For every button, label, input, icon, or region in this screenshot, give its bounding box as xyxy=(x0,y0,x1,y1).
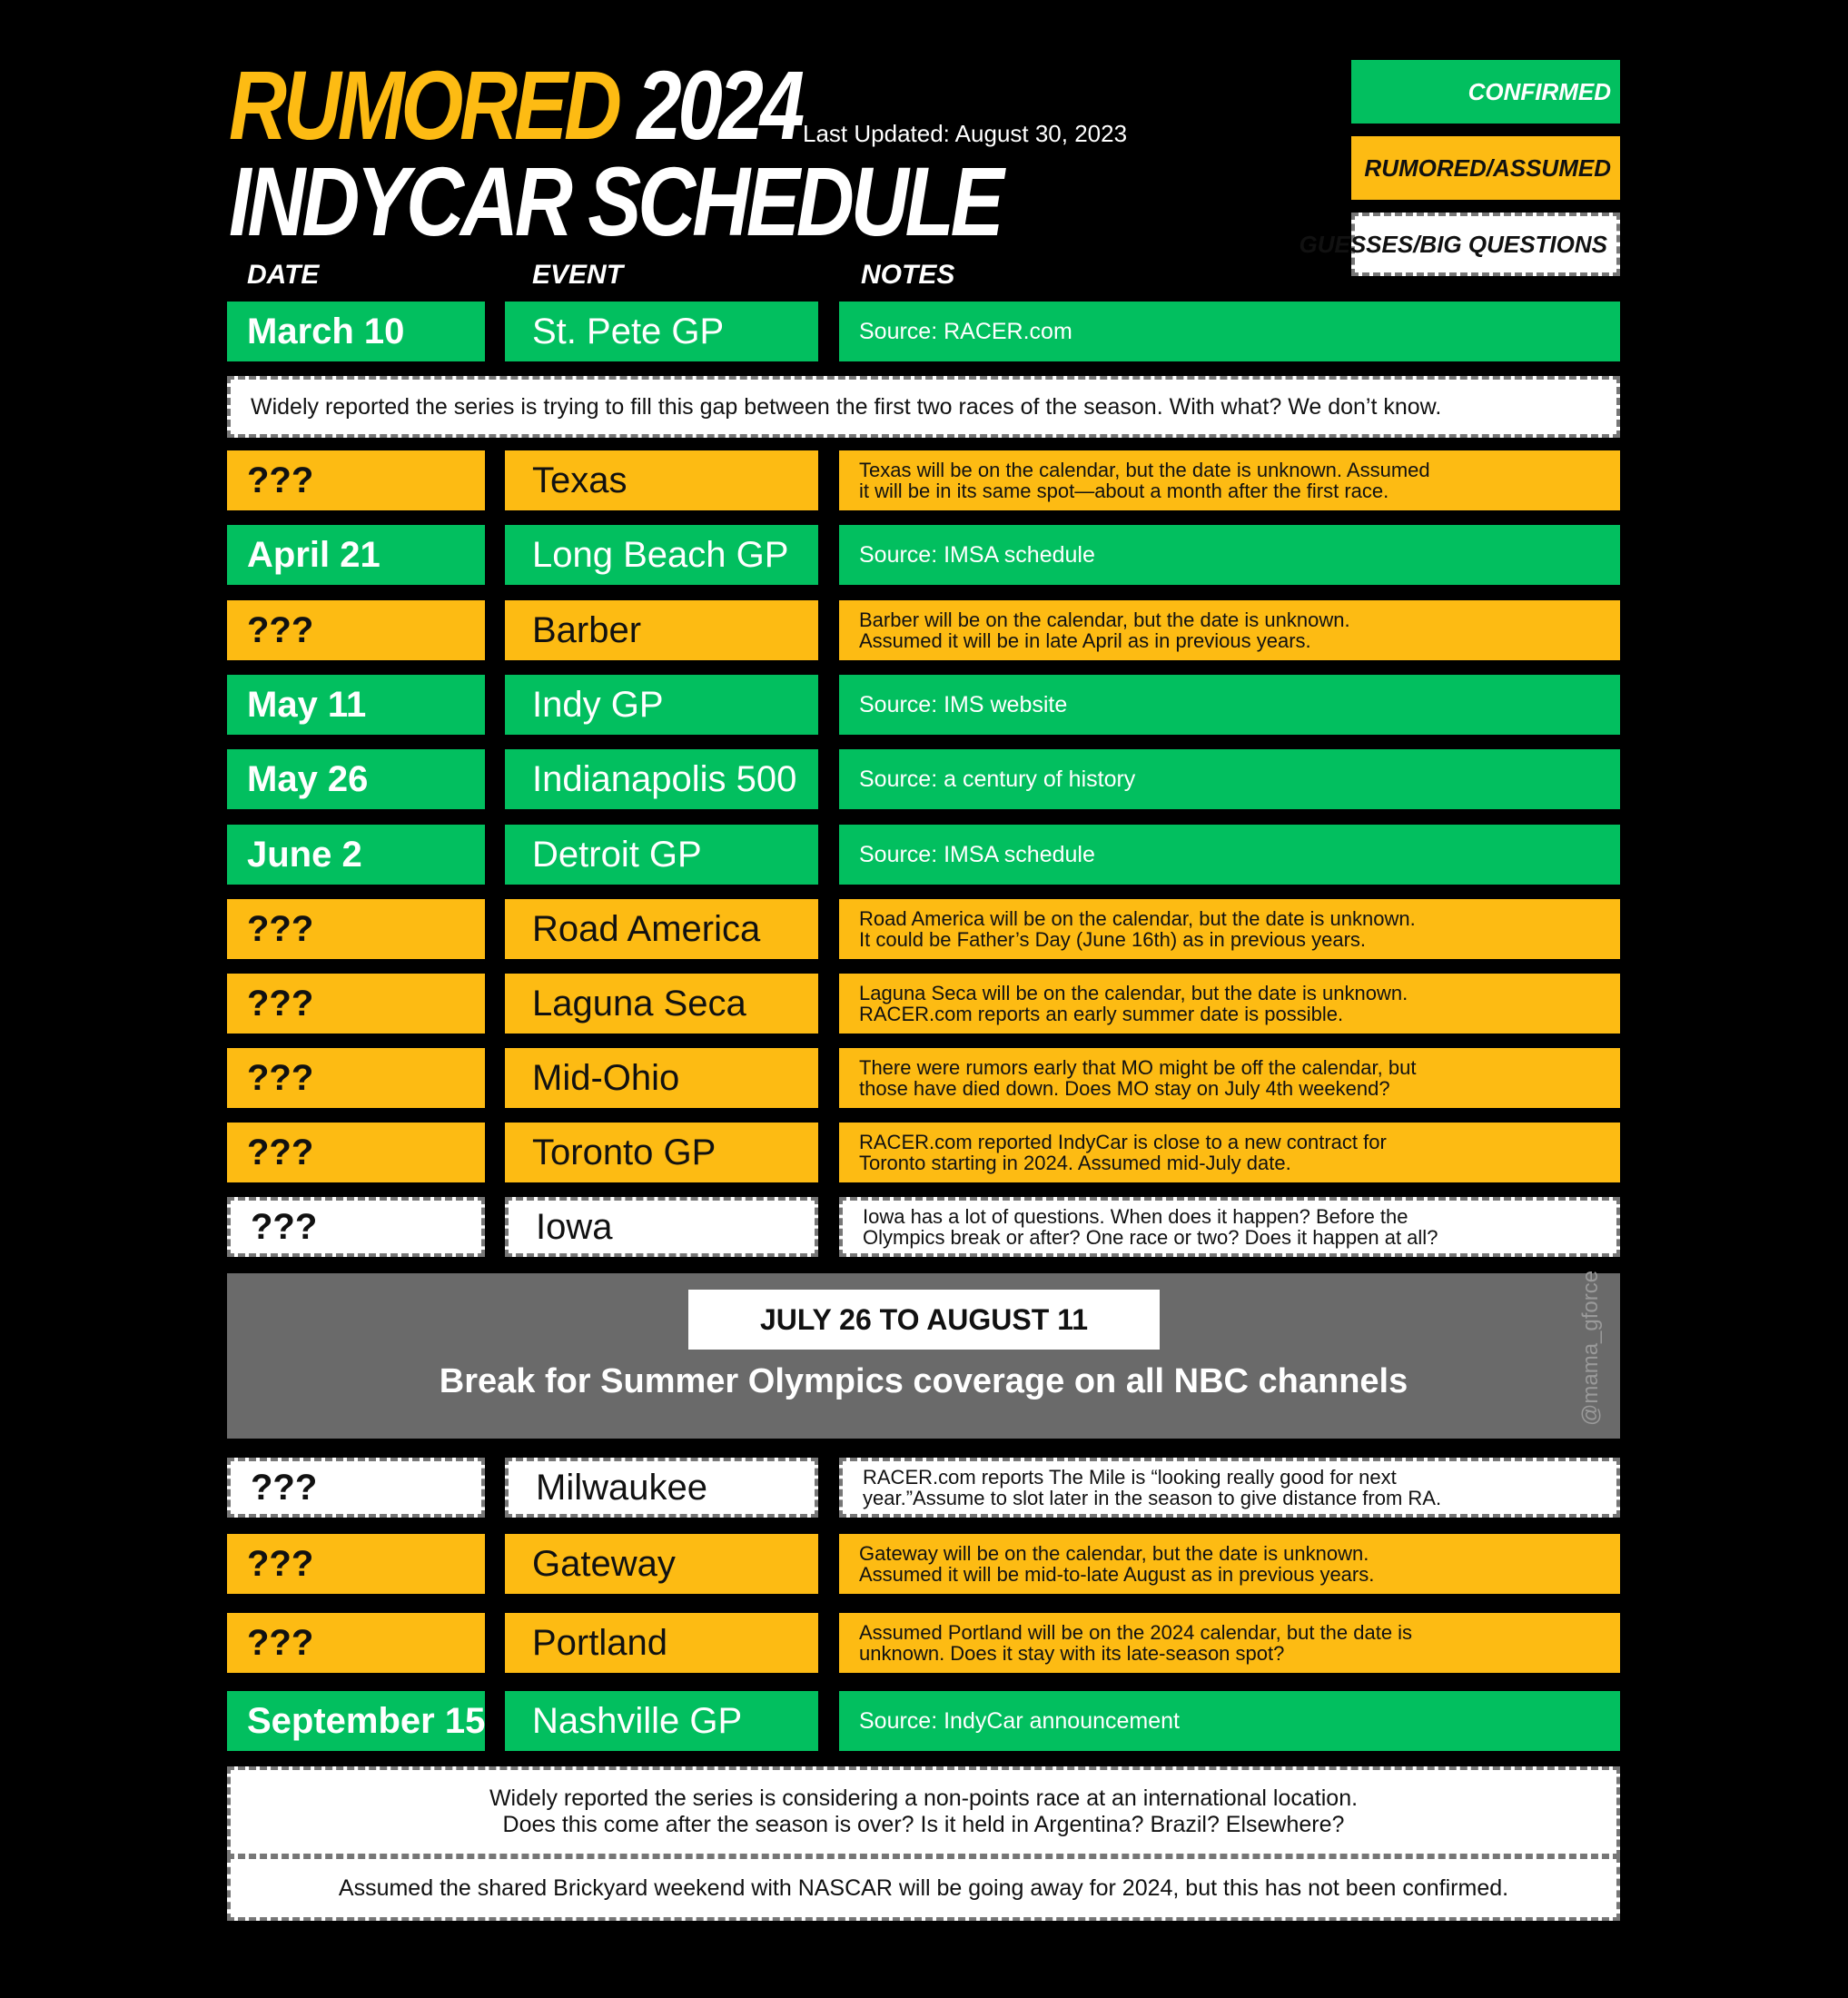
row-event: Road America xyxy=(505,899,818,959)
row-event: Laguna Seca xyxy=(505,974,818,1034)
row-event: Detroit GP xyxy=(505,825,818,885)
row-notes-line: Toronto starting in 2024. Assumed mid-July date. xyxy=(859,1152,1291,1174)
row-event: Texas xyxy=(505,450,818,510)
row-notes: Source: IndyCar announcement xyxy=(839,1691,1620,1751)
row-notes xyxy=(839,1048,1620,1108)
row-notes xyxy=(839,899,1620,959)
title-year: 2024 xyxy=(637,50,801,160)
row-date: September 15 xyxy=(227,1691,485,1751)
row-event: Milwaukee xyxy=(505,1458,818,1518)
row-date: ??? xyxy=(227,1458,485,1518)
legend-guesses: GUESSES/BIG QUESTIONS xyxy=(1351,213,1620,276)
row-notes-line: Olympics break or after? One race or two? Does it happen at all? xyxy=(863,1226,1438,1249)
row-date: ??? xyxy=(227,899,485,959)
row-notes: Source: IMSA schedule xyxy=(839,825,1620,885)
row-event: St. Pete GP xyxy=(505,302,818,361)
row-date: April 21 xyxy=(227,525,485,585)
last-updated: Last Updated: August 30, 2023 xyxy=(803,120,1128,147)
row-notes: Source: RACER.com xyxy=(839,302,1620,361)
row-notes xyxy=(839,1197,1620,1257)
row-date: June 2 xyxy=(227,825,485,885)
row-notes-line: It could be Father’s Day (June 16th) as in previous years. xyxy=(859,928,1367,951)
row-notes xyxy=(839,450,1620,510)
row-notes-line: Assumed Portland will be on the 2024 calendar, but the date is xyxy=(859,1620,1413,1644)
international-note-line: Widely reported the series is considering a non-points race at an international location. xyxy=(489,1785,1359,1811)
watermark-handle: @mama_gforce xyxy=(1578,1270,1603,1426)
row-event: Portland xyxy=(505,1613,818,1673)
title-line-2: INDYCAR SCHEDULE xyxy=(229,146,1001,256)
row-notes-line: Gateway will be on the calendar, but the date is unknown. xyxy=(859,1541,1369,1565)
title-line-1 xyxy=(229,50,801,160)
row-event: Toronto GP xyxy=(505,1123,818,1182)
gap-note: Widely reported the series is trying to fill this gap between the first two races of the season. With what? We don’t know. xyxy=(227,376,1620,438)
column-header-date: DATE xyxy=(247,260,320,290)
international-note-line: Does this come after the season is over? Is it held in Argentina? Brazil? Elsewhere? xyxy=(502,1812,1345,1837)
legend-confirmed: CONFIRMED xyxy=(1351,60,1620,124)
row-notes-line: Road America will be on the calendar, but the date is unknown. xyxy=(859,906,1416,930)
row-event: Long Beach GP xyxy=(505,525,818,585)
row-date: ??? xyxy=(227,1123,485,1182)
olympic-break-text: Break for Summer Olympics coverage on all NBC channels xyxy=(439,1362,1408,1400)
brickyard-note: Assumed the shared Brickyard weekend with NASCAR will be going away for 2024, but this has not been confirmed. xyxy=(227,1855,1620,1921)
row-notes-line: Iowa has a lot of questions. When does it happen? Before the xyxy=(863,1204,1408,1228)
row-notes-line: those have died down. Does MO stay on July 4th weekend? xyxy=(859,1077,1390,1100)
row-notes: Source: a century of history xyxy=(839,749,1620,809)
row-date: ??? xyxy=(227,1534,485,1594)
row-date: ??? xyxy=(227,1048,485,1108)
row-event: Nashville GP xyxy=(505,1691,818,1751)
row-notes-line: year.”Assume to slot later in the season to give distance from RA. xyxy=(863,1487,1442,1509)
row-notes-line: Assumed it will be in late April as in previous years. xyxy=(859,629,1311,652)
row-notes-line: RACER.com reports an early summer date is possible. xyxy=(859,1003,1344,1025)
row-notes-line: There were rumors early that MO might be off the calendar, but xyxy=(859,1055,1417,1079)
row-event: Iowa xyxy=(505,1197,818,1257)
olympic-break-dates: JULY 26 TO AUGUST 11 xyxy=(688,1290,1160,1350)
row-notes-line: Assumed it will be mid-to-late August as in previous years. xyxy=(859,1563,1375,1586)
legend-rumored: RUMORED/ASSUMED xyxy=(1351,136,1620,200)
row-event: Mid-Ohio xyxy=(505,1048,818,1108)
row-notes-line: it will be in its same spot—about a month after the first race. xyxy=(859,480,1389,502)
row-date: ??? xyxy=(227,1613,485,1673)
row-event: Indianapolis 500 xyxy=(505,749,818,809)
row-notes: Source: IMS website xyxy=(839,675,1620,735)
row-date: ??? xyxy=(227,1197,485,1257)
row-notes-line: Barber will be on the calendar, but the date is unknown. xyxy=(859,608,1350,631)
column-header-event: EVENT xyxy=(532,260,624,290)
row-date: May 11 xyxy=(227,675,485,735)
row-notes xyxy=(839,600,1620,660)
row-notes xyxy=(839,974,1620,1034)
row-event: Barber xyxy=(505,600,818,660)
row-notes xyxy=(839,1613,1620,1673)
row-notes-line: RACER.com reports The Mile is “looking really good for next xyxy=(863,1465,1397,1489)
row-date: ??? xyxy=(227,600,485,660)
row-notes-line: RACER.com reported IndyCar is close to a new contract for xyxy=(859,1130,1387,1153)
row-date: ??? xyxy=(227,450,485,510)
row-notes-line: unknown. Does it stay with its late-season spot? xyxy=(859,1642,1285,1665)
row-notes-line: Texas will be on the calendar, but the date is unknown. Assumed xyxy=(859,458,1430,481)
row-notes xyxy=(839,1534,1620,1594)
row-notes xyxy=(839,1458,1620,1518)
row-date: May 26 xyxy=(227,749,485,809)
column-header-notes: NOTES xyxy=(861,260,955,290)
row-date: ??? xyxy=(227,974,485,1034)
row-notes xyxy=(839,1123,1620,1182)
row-notes: Source: IMSA schedule xyxy=(839,525,1620,585)
row-event: Indy GP xyxy=(505,675,818,735)
title-rumored: RUMORED xyxy=(229,50,618,160)
row-notes-line: Laguna Seca will be on the calendar, but the date is unknown. xyxy=(859,981,1408,1004)
row-date: March 10 xyxy=(227,302,485,361)
international-race-note xyxy=(227,1766,1620,1857)
row-event: Gateway xyxy=(505,1534,818,1594)
